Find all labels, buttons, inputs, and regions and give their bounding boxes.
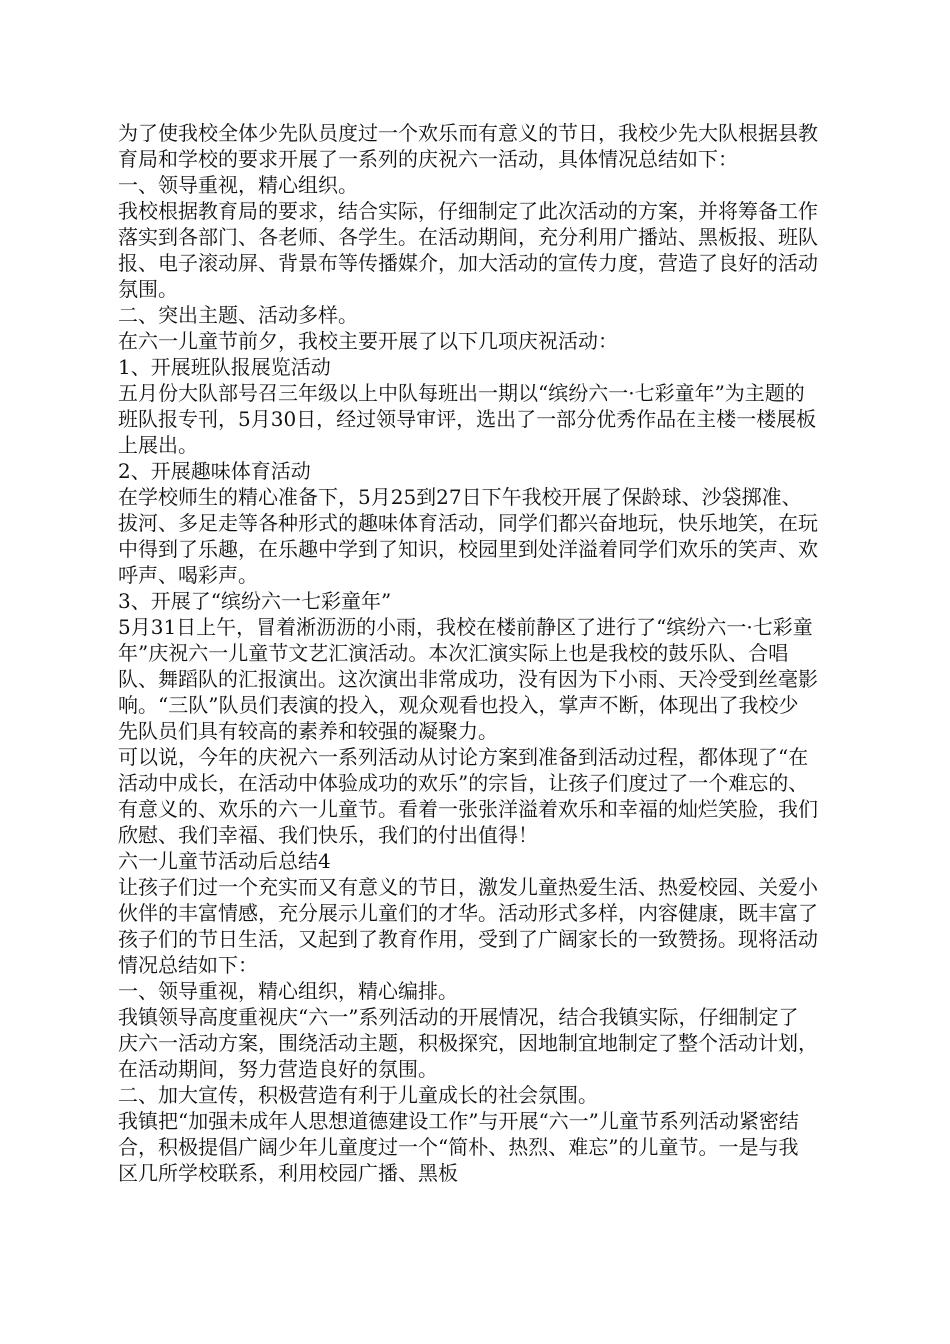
paragraph-activity-3: 5月31日上午，冒着淅沥沥的小雨，我校在楼前静区了进行了“缤纷六一·七彩童年”庆祝六一儿童节文艺汇演活动。本次汇演实际上也是我校的鼓乐队、合唱队、舞蹈队的汇报演出。这次演出非常成功，没有因为下小雨、天冷受到丝毫影响。“三队”队员们表演的投入，观众观看也投入，掌声不断，体现出了我校少先队员们具有较高的素养和较强的凝聚力。 — [118, 615, 818, 743]
heading-summary-4: 六一儿童节活动后总结4 — [118, 849, 331, 873]
paragraph-summary-4-section-2: 我镇把“加强未成年人思想道德建设工作”与开展“六一”儿童节系列活动紧密结合，积极提倡广阔少年儿童度过一个“简朴、热烈、难忘”的儿童节。一是与我区几所学校联系，利用校园广播、黑板 — [118, 1109, 799, 1185]
subheading-activity-3: 3、开展了“缤纷六一七彩童年” — [118, 589, 392, 613]
subheading-activity-2: 2、开展趣味体育活动 — [118, 459, 311, 483]
paragraph-section-1: 我校根据教育局的要求，结合实际，仔细制定了此次活动的方案，并将筹备工作落实到各部门、各老师、各学生。在活动期间，充分利用广播站、黑板报、班队报、电子滚动屏、背景布等传播媒介，加大活动的宣传力度，营造了良好的活动氛围。 — [118, 199, 818, 301]
paragraph-conclusion: 可以说，今年的庆祝六一系列活动从讨论方案到准备到活动过程，都体现了“在活动中成长，在活动中体验成功的欢乐”的宗旨，让孩子们度过了一个难忘的、有意义的、欢乐的六一儿童节。看着一张张洋溢着欢乐和幸福的灿烂笑脸，我们欣慰、我们幸福、我们快乐，我们的付出值得！ — [118, 745, 818, 847]
paragraph-activity-1: 五月份大队部号召三年级以上中队每班出一期以“缤纷六一·七彩童年”为主题的班队报专刊，5月30日，经过领导审评，选出了一部分优秀作品在主楼一楼展板上展出。 — [118, 381, 817, 457]
paragraph-summary-4-section-1: 我镇领导高度重视庆“六一”系列活动的开展情况，结合我镇实际，仔细制定了庆六一活动方案，围绕活动主题，积极探究，因地制宜地制定了整个活动计划，在活动期间，努力营造良好的氛围。 — [118, 1005, 818, 1081]
paragraph-summary-4-intro: 让孩子们过一个充实而又有意义的节日，激发儿童热爱生活、热爱校园、关爱小伙伴的丰富情感，充分展示儿童们的才华。活动形式多样，内容健康，既丰富了孩子们的节日生活，又起到了教育作用，受到了广阔家长的一致赞扬。现将活动情况总结如下： — [118, 875, 818, 977]
heading-section-2: 二、突出主题、活动多样。 — [118, 303, 358, 327]
paragraph-activity-2: 在学校师生的精心准备下，5月25到27日下午我校开展了保龄球、沙袋掷准、拔河、多足走等各种形式的趣味体育活动，同学们都兴奋地玩，快乐地笑，在玩中得到了乐趣，在乐趣中学到了知识，校园里到处洋溢着同学们欢乐的笑声、欢呼声、喝彩声。 — [118, 485, 818, 587]
paragraph-intro: 为了使我校全体少先队员度过一个欢乐而有意义的节日，我校少先大队根据县教育局和学校的要求开展了一系列的庆祝六一活动，具体情况总结如下： — [118, 121, 818, 171]
heading-section-1: 一、领导重视，精心组织。 — [118, 173, 358, 197]
subheading-activity-1: 1、开展班队报展览活动 — [118, 355, 331, 379]
paragraph-section-2: 在六一儿童节前夕，我校主要开展了以下几项庆祝活动： — [118, 329, 618, 353]
document-body — [118, 120, 818, 1186]
heading-summary-4-section-1: 一、领导重视，精心组织，精心编排。 — [118, 979, 458, 1003]
heading-summary-4-section-2: 二、加大宣传，积极营造有利于儿童成长的社会氛围。 — [118, 1083, 598, 1107]
